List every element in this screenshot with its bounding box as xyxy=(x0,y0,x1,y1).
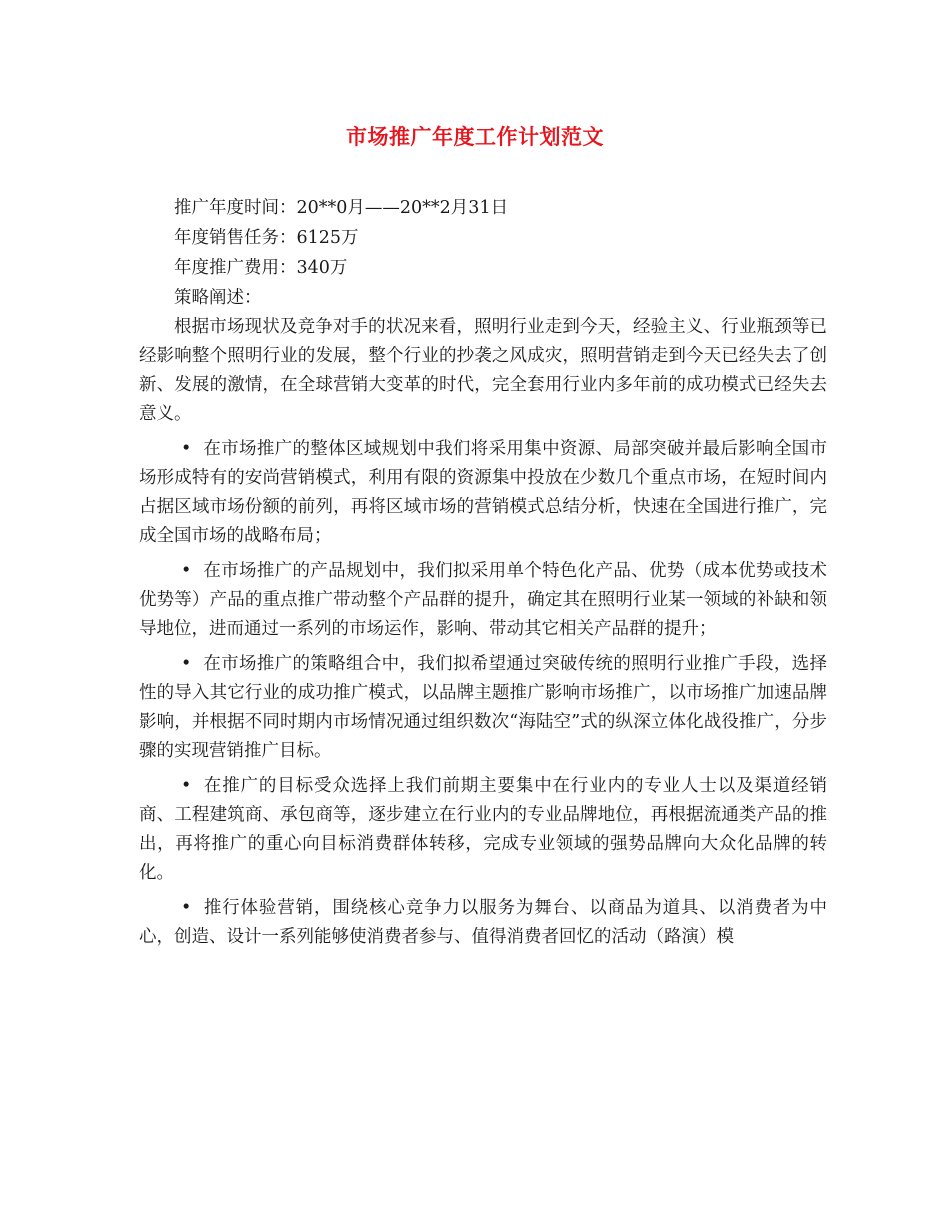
bullet-icon: • xyxy=(181,439,192,459)
sales-target-line: 年度销售任务：6125万 xyxy=(174,228,359,248)
bullet-paragraph xyxy=(139,894,827,952)
promotion-budget-line: 年度推广费用：340万 xyxy=(174,258,348,278)
bullet-icon: • xyxy=(181,654,192,674)
document-body xyxy=(139,193,827,958)
bullet-paragraph xyxy=(139,435,827,551)
bullet-icon: • xyxy=(181,898,192,918)
strategy-heading: 策略阐述： xyxy=(174,288,262,308)
bullet-text: 在市场推广的产品规划中，我们拟采用单个特色化产品、优势（成本优势或技术优势等）产品的重点推广带动整个产品群的提升，确定其在照明行业某一领域的补缺和领导地位，进而通过一系列的市场运作，影响、带动其它相关产品群的提升； xyxy=(139,561,827,639)
bullet-text: 推行体验营销，围绕核心竞争力以服务为舞台、以商品为道具、以消费者为中心，创造、设计一系列能够使消费者参与、值得消费者回忆的活动（路演）模 xyxy=(139,898,827,947)
document-title: 市场推广年度工作计划范文 xyxy=(346,124,604,149)
promotion-period-line: 推广年度时间：20**0月——20**2月31日 xyxy=(174,198,509,218)
bullet-text: 在市场推广的整体区域规划中我们将采用集中资源、局部突破并最后影响全国市场形成特有的安尚营销模式，利用有限的资源集中投放在少数几个重点市场，在短时间内占据区域市场份额的前列，再将区域市场的营销模式总结分析，快速在全国进行推广，完成全国市场的战略布局； xyxy=(139,439,827,546)
bullet-paragraph xyxy=(139,772,827,888)
bullet-paragraph xyxy=(139,557,827,644)
bullet-paragraph xyxy=(139,650,827,766)
bullet-text: 在推广的目标受众选择上我们前期主要集中在行业内的专业人士以及渠道经销商、工程建筑商、承包商等，逐步建立在行业内的专业品牌地位，再根据流通类产品的推出，再将推广的重心向目标消费群体转移，完成专业领域的强势品牌向大众化品牌的转化。 xyxy=(139,776,827,883)
bullet-text: 在市场推广的策略组合中，我们拟希望通过突破传统的照明行业推广手段，选择性的导入其它行业的成功推广模式，以品牌主题推广影响市场推广，以市场推广加速品牌影响，并根据不同时期内市场情况通过组织数次“海陆空”式的纵深立体化战役推广，分步骤的实现营销推广目标。 xyxy=(139,654,827,761)
bullet-icon: • xyxy=(181,776,192,796)
bullet-icon: • xyxy=(181,561,192,581)
intro-paragraph: 根据市场现状及竞争对手的状况来看，照明行业走到今天，经验主义、行业瓶颈等已经影响整个照明行业的发展，整个行业的抄袭之风成灾，照明营销走到今天已经失去了创新、发展的激情，在全球营销大变革的时代，完全套用行业内多年前的成功模式已经失去意义。 xyxy=(139,317,827,424)
